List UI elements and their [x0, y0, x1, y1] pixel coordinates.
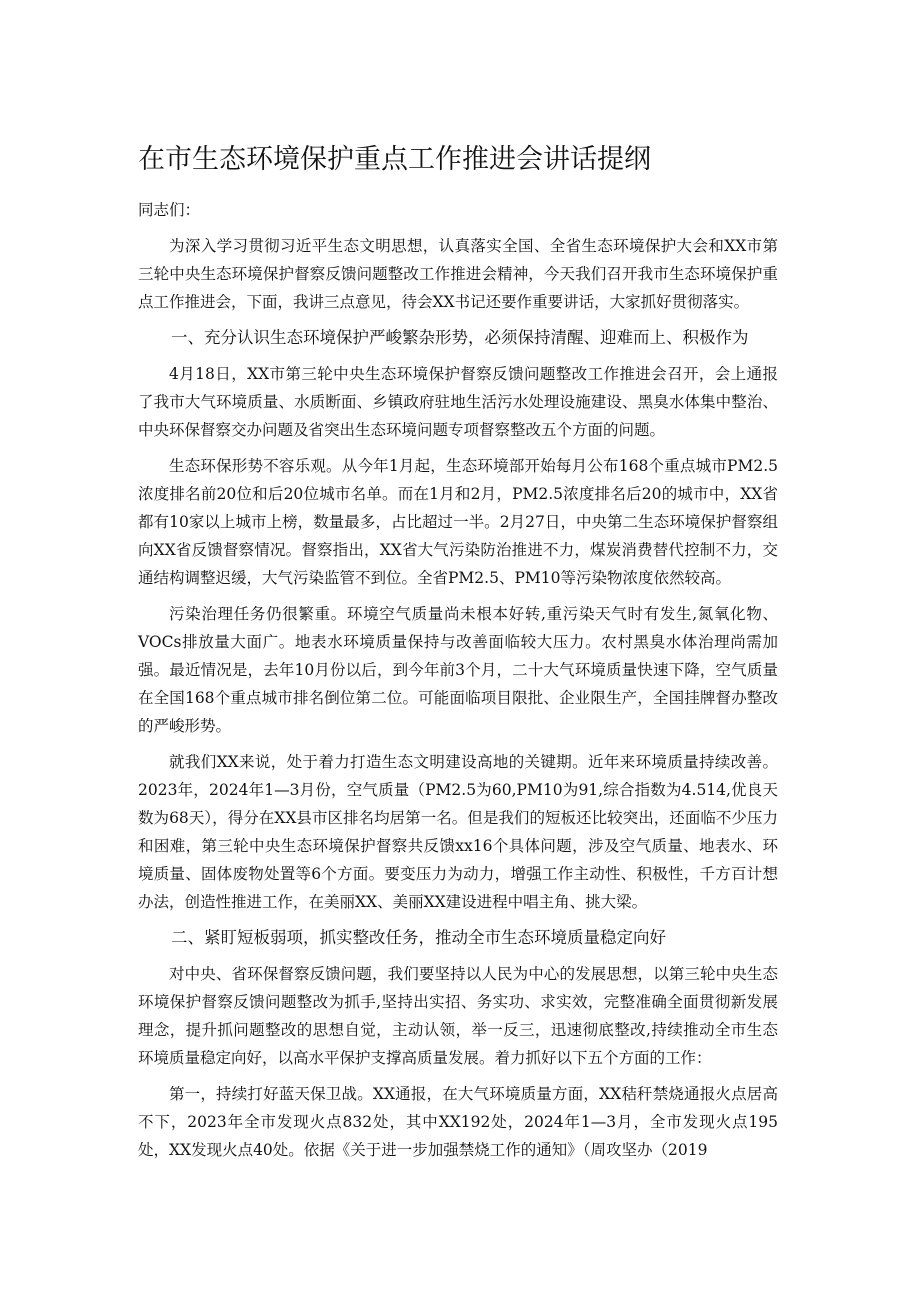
document-title: 在市生态环境保护重点工作推进会讲话提纲 — [138, 144, 651, 175]
paragraph-intro: 为深入学习贯彻习近平生态文明思想，认真落实全国、全省生态环境保护大会和XX市第三轮中央生态环境保护督察反馈问题整改工作推进会精神，今天我们召开我市生态环境保护重点工作推进会，下面，我讲三点意见，待会XX书记还要作重要讲话，大家抓好贯彻落实。 — [138, 237, 778, 311]
paragraph-local-status: 就我们XX来说，处于着力打造生态文明建设高地的关键期。近年来环境质量持续改善。2023年，2024年1—3月份，空气质量（PM2.5为60,PM10为91,综合指数为4.514,优良天数为68天），得分在XX县市区排名均居第一名。但是我们的短板还比较突出，还面临不少压力和困难，第三轮中央生态环境保护督察共反馈xx16个具体问题，涉及空气质量、地表水、环境质量、固体废物处置等6个方面。要变压力为动力，增强工作主动性、积极性，千方百计想办法，创造性推进工作，在美丽XX、美丽XX建设进程中唱主角、挑大梁。 — [138, 753, 778, 911]
paragraph-pollution-tasks: 污染治理任务仍很繁重。环境空气质量尚未根本好转,重污染天气时有发生,氮氧化物、VOCs排放量大面广。地表水环境质量保持与改善面临较大压力。农村黑臭水体治理尚需加强。最近情况是，去年10月份以后，到今年前3个月，二十大气环境质量快速下降，空气质量在全国168个重点城市排名倒位第二位。可能面临项目限批、企业限生产，全国挂牌督办整改的严峻形势。 — [138, 605, 778, 735]
paragraph-blue-sky: 第一，持续打好蓝天保卫战。XX通报，在大气环境质量方面，XX秸秆禁烧通报火点居高不下，2023年全市发现火点832处，其中XX192处，2024年1—3月，全市发现火点195处，XX发现火点40处。依据《关于进一步加强禁烧工作的通知》（周攻坚办（2019 — [138, 1085, 778, 1159]
salutation: 同志们： — [138, 201, 201, 219]
section-heading-2: 二、紧盯短板弱项，抓实整改任务，推动全市生态环境质量稳定向好 — [171, 928, 666, 947]
paragraph-meeting-report: 4月18日，XX市第三轮中央生态环境保护督察反馈问题整改工作推进会召开，会上通报了我市大气环境质量、水质断面、乡镇政府驻地生活污水处理设施建设、黑臭水体集中整治、中央环保督察交办问题及省突出生态环境问题专项督察整改五个方面的问题。 — [138, 365, 778, 439]
document-page — [138, 140, 778, 1172]
section-heading-1: 一、充分认识生态环境保护严峻繁杂形势，必须保持清醒、迎难而上、积极作为 — [171, 328, 749, 347]
paragraph-rectification: 对中央、省环保督察反馈问题，我们要坚持以人民为中心的发展思想，以第三轮中央生态环境保护督察反馈问题整改为抓手,坚持出实招、务实功、求实效，完整准确全面贯彻新发展理念，提升抓问题整改的思想自觉，主动认领，举一反三，迅速彻底整改,持续推动全市生态环境质量稳定向好，以高水平保护支撑高质量发展。着力抓好以下五个方面的工作： — [138, 965, 778, 1067]
paragraph-situation: 生态环保形势不容乐观。从今年1月起，生态环境部开始每月公布168个重点城市PM2.5浓度排名前20位和后20位城市名单。而在1月和2月，PM2.5浓度排名后20的城市中，XX省都有10家以上城市上榜，数量最多，占比超过一半。2月27日，中央第二生态环境保护督察组向XX省反馈督察情况。督察指出，XX省大气污染防治推进不力，煤炭消费替代控制不力，交通结构调整迟缓，大气污染监管不到位。全省PM2.5、PM10等污染物浓度依然较高。 — [138, 457, 778, 587]
